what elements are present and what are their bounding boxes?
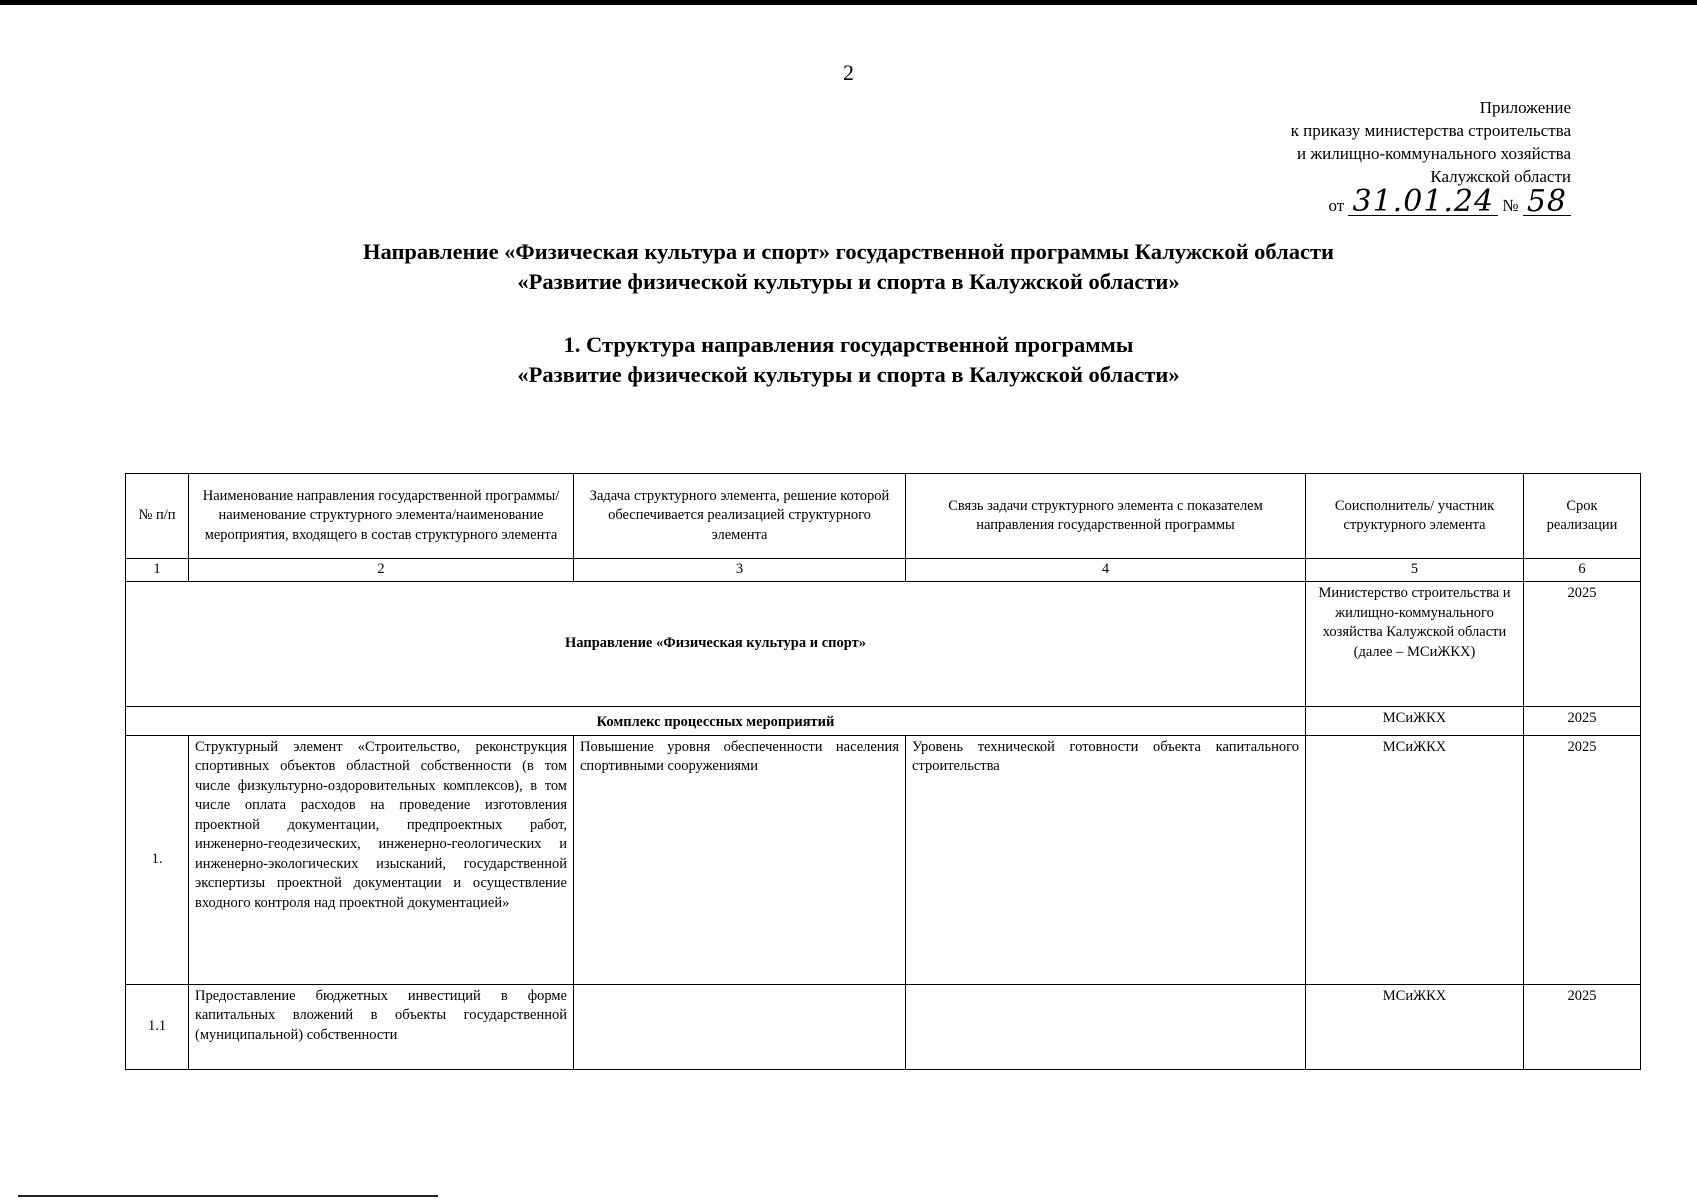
column-number: 2 [189, 559, 574, 582]
header-cell-link: Связь задачи структурного элемента с показателем направления государственной программы [906, 474, 1306, 559]
row-term: 2025 [1524, 735, 1641, 984]
complex-row [126, 707, 1641, 736]
title-line: «Развитие физической культуры и спорта в Калужской области» [517, 269, 1180, 294]
column-number: 5 [1306, 559, 1524, 582]
row-link: Уровень технической готовности объекта капитального строительства [906, 735, 1306, 984]
date-prefix: от [1328, 196, 1345, 215]
row-number: 1. [126, 735, 189, 984]
column-number: 4 [906, 559, 1306, 582]
handwritten-date: 31.01.24 [1348, 189, 1498, 216]
appendix-line: к приказу министерства строительства [1290, 121, 1571, 140]
complex-term: 2025 [1524, 707, 1641, 736]
header-cell-executor: Соисполнитель/ участник структурного элемента [1306, 474, 1524, 559]
direction-term: 2025 [1524, 582, 1641, 707]
section-title-line: 1. Структура направления государственной программы [563, 332, 1134, 357]
section-title [0, 330, 1697, 390]
row-executor: МСиЖКХ [1306, 984, 1524, 1069]
row-name: Структурный элемент «Строительство, реконструкция спортивных объектов областной собственности (в том числе физкультурно-оздоровительных комплексов), в том числе оплата расходов на проведение изготовления проектной документации, предпроектных работ, инженерно-геодезических, инженерно-геологических и инженерно-экологических изысканий, государственной экспертизы проектной документации и осуществление входного контроля над проектной документацией» [189, 735, 574, 984]
appendix-line: Калужской области [1430, 167, 1571, 186]
complex-executor: МСиЖКХ [1306, 707, 1524, 736]
handwritten-number: 58 [1523, 189, 1571, 216]
row-task [574, 984, 906, 1069]
table-header-row [126, 474, 1641, 559]
column-numbers-row [126, 559, 1641, 582]
row-link [906, 984, 1306, 1069]
direction-name: Направление «Физическая культура и спорт» [126, 582, 1306, 707]
column-number: 3 [574, 559, 906, 582]
column-number: 6 [1524, 559, 1641, 582]
direction-row [126, 582, 1641, 707]
row-task: Повышение уровня обеспеченности населения спортивными сооружениями [574, 735, 906, 984]
header-cell-name: Наименование направления государственной программы/ наименование структурного элемента/наименование мероприятия, входящего в состав структурного элемента [189, 474, 574, 559]
table-row [126, 984, 1641, 1069]
table-row [126, 735, 1641, 984]
page-number: 2 [843, 60, 854, 85]
header-cell-term: Срок реализации [1524, 474, 1641, 559]
appendix-line: и жилищно-коммунального хозяйства [1297, 144, 1571, 163]
row-number: 1.1 [126, 984, 189, 1069]
appendix-line: Приложение [1479, 98, 1571, 117]
section-title-line: «Развитие физической культуры и спорта в Калужской области» [517, 362, 1180, 387]
direction-executor: Министерство строительства и жилищно-коммунального хозяйства Калужской области (далее – МСиЖКХ) [1306, 582, 1524, 707]
order-date-number [1291, 184, 1571, 219]
column-number: 1 [126, 559, 189, 582]
document-title [0, 237, 1697, 297]
row-term: 2025 [1524, 984, 1641, 1069]
bottom-border-line [18, 1195, 438, 1197]
complex-name: Комплекс процессных мероприятий [126, 707, 1306, 736]
title-line: Направление «Физическая культура и спорт» государственной программы Калужской области [363, 239, 1334, 264]
appendix-block [1291, 96, 1571, 217]
structure-table [125, 473, 1641, 1070]
header-cell-task: Задача структурного элемента, решение которой обеспечивается реализацией структурного элемента [574, 474, 906, 559]
row-executor: МСиЖКХ [1306, 735, 1524, 984]
top-border-line [0, 0, 1697, 5]
row-name: Предоставление бюджетных инвестиций в форме капитальных вложений в объекты государственной (муниципальной) собственности [189, 984, 574, 1069]
header-cell-number: № п/п [126, 474, 189, 559]
number-prefix: № [1502, 196, 1519, 215]
